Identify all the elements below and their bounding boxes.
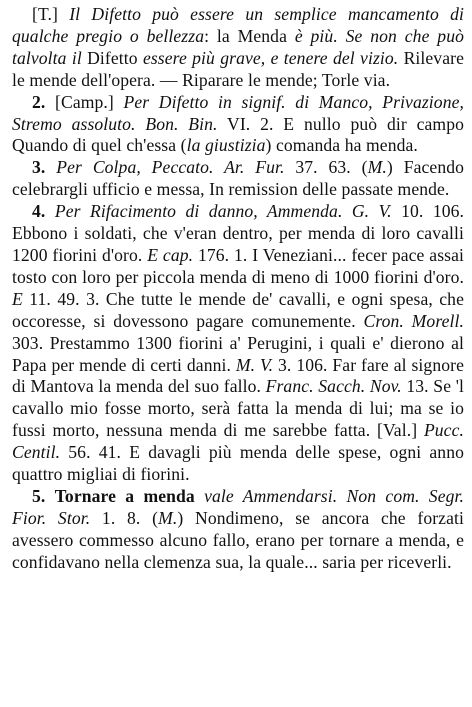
text-segment: E cap.: [147, 244, 194, 265]
text-segment: Tornare a menda: [54, 485, 195, 506]
text-segment: 3.: [32, 157, 46, 178]
text-segment: 5.: [32, 485, 46, 506]
text-segment: Franc. Sacch. Nov.: [265, 376, 402, 397]
text-segment: è più. Se non che può talvolta il: [12, 25, 464, 68]
text-segment: 37. 63. (: [284, 157, 368, 178]
text-segment: Il Difetto può essere un semplice mancamento di qualche pregio o bellezza: [12, 4, 464, 46]
text-segment: Cron. Morell.: [363, 310, 464, 331]
text-segment: 3. 106. Far fare al signore di Mantova la menda del suo fallo.: [12, 354, 464, 397]
text-segment: Per Rifacimento di danno, Ammenda. G. V.: [54, 201, 392, 222]
text-segment: 13. Se 'l cavallo mio fosse morto, serà fatta la menda di lui; ma se io fussi morto, nessuna menda di me sarebbe fatta. [Val.]: [12, 376, 464, 441]
text-segment: 303. Prestammo 1300 fiorini a' Perugini, i quali e' dierono al Papa per mende di certi danni.: [12, 332, 464, 375]
text-segment: 4.: [32, 201, 46, 222]
entry-sense-3: [12, 157, 464, 201]
text-segment: M.: [367, 157, 387, 178]
text-segment: [45, 486, 54, 506]
text-segment: 11. 49. 3. Che tutte le mende de' cavalli, e ogni spesa, che occoresse, si dovessono pagare comunemente.: [12, 288, 464, 331]
text-segment: [195, 486, 204, 506]
text-segment: M.: [158, 507, 178, 528]
entry-sense-2: [12, 92, 464, 158]
text-segment: 176. 1. I Veneziani... fecer pace assai tosto con loro per piccola menda di meno di 1000 fiorini d'oro.: [12, 244, 464, 287]
text-segment: [45, 201, 54, 221]
text-segment: 1. 8. (: [90, 507, 159, 528]
text-segment: [T.]: [32, 4, 70, 24]
text-segment: 2.: [32, 91, 46, 112]
text-segment: ) comanda ha menda.: [265, 135, 418, 156]
text-segment: [Camp.]: [45, 91, 124, 112]
text-segment: Difetto: [81, 47, 143, 68]
entry-sense-5: [12, 486, 464, 574]
text-segment: M. V.: [235, 354, 274, 375]
entry-sense-4: [12, 201, 464, 486]
text-segment: la giustizia: [186, 135, 266, 156]
text-segment: ) Facendo celebrargli ufficio e messa, In remission delle passate mende.: [12, 157, 465, 200]
text-segment: : la Menda: [204, 25, 295, 46]
text-segment: E: [12, 288, 23, 309]
text-segment: 56. 41. E davagli più menda delle spese, ogni anno quattro migliai di fiorini.: [12, 442, 464, 485]
text-segment: Per Difetto in signif. di Manco, Privazione, Stremo assoluto. Bon. Bin.: [12, 91, 464, 134]
text-segment: essere più grave, e tenere del vizio.: [142, 47, 399, 68]
text-segment: [45, 157, 56, 177]
text-segment: vale Ammendarsi. Non com. Segr. Fior. Stor.: [12, 485, 465, 528]
entry-general-note: [12, 4, 464, 92]
dictionary-page: [12, 4, 464, 574]
text-segment: Per Colpa, Peccato. Ar. Fur.: [56, 157, 285, 178]
text-segment: Pucc. Centil.: [12, 420, 464, 463]
text-segment: 10. 106. Ebbono i soldati, che v'eran dentro, per menda di loro cavalli 1200 fiorini d'oro.: [12, 201, 465, 265]
text-segment: VI. 2. E nullo può dir campo Quando di quel ch'essa (: [12, 113, 464, 156]
text-segment: ) Nondimeno, se ancora che forzati avessero commesso alcuno fallo, erano per tornare a menda, e confidavano nella clemenza sua, la quale... saria per riceverli.: [12, 507, 464, 572]
text-segment: Rilevare le mende dell'opera. — Riparare le mende; Torle via.: [12, 47, 464, 90]
